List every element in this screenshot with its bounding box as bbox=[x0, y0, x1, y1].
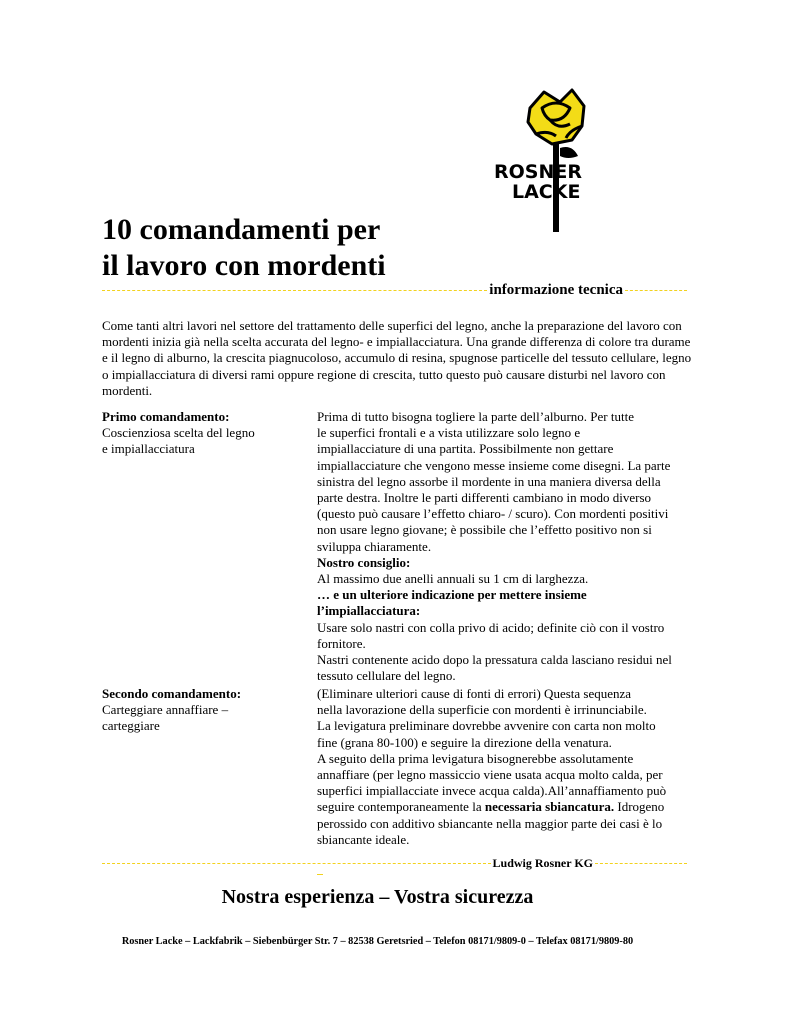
commandment-subtitle: carteggiare bbox=[102, 718, 160, 734]
body-line: impiallacciature che vengono messe insieme come disegni. La parte bbox=[317, 457, 671, 473]
body-line: sbiancante ideale. bbox=[317, 831, 410, 847]
body-line: impiallacciature di una partita. Possibilmente non gettare bbox=[317, 441, 614, 457]
body-line: (questo può causare l’effetto chiaro- / scuro). Con mordenti positivi bbox=[317, 506, 669, 522]
document-title bbox=[102, 212, 386, 284]
yellow-rose-logo-icon bbox=[494, 86, 660, 236]
commandment-2-body bbox=[317, 686, 697, 848]
dashed-divider bbox=[317, 874, 323, 875]
body-line: Nastri contenente acido dopo la pressatura calda lasciano residui nel bbox=[317, 652, 672, 668]
author-name: Ludwig Rosner KG bbox=[492, 855, 593, 870]
commandment-subtitle: e impiallacciatura bbox=[102, 441, 195, 457]
dashed-divider bbox=[102, 863, 491, 864]
body-line: sinistra del legno assorbe il mordente in una maniera diversa della bbox=[317, 473, 661, 489]
author-rule bbox=[102, 854, 687, 872]
body-line: sviluppa chiaramente. bbox=[317, 538, 432, 554]
intro-paragraph: Come tanti altri lavori nel settore del trattamento delle superfici del legno, anche la preparazione del lavoro con mordenti inizia già nella scelta accurata del legno- e impiallacciatura. Una grande differenza di colore tra durame e il legno di alburno, la crescita piagnucoloso, accumulo di resina, spugnose particelle del tessuto cellulare, legno o impiallacciatura di diversi rami oppure regione di crescita, tutto questo può causare disturbi nel lavoro con mordenti. bbox=[102, 318, 692, 398]
slogan: Nostra esperienza – Vostra sicurezza bbox=[221, 886, 534, 908]
body-line: parte destra. Inoltre le parti differenti cambiano in modo diverso bbox=[317, 490, 652, 506]
body-line: tessuto cellulare del legno. bbox=[317, 668, 456, 684]
body-line: nella lavorazione della superficie con mordenti è irrinunciabile. bbox=[317, 702, 647, 718]
extra-heading: l’impiallacciatura: bbox=[317, 603, 421, 619]
commandment-subtitle: Carteggiare annaffiare – bbox=[102, 702, 229, 718]
dashed-divider bbox=[625, 290, 687, 291]
body-line: le superfici frontali e a vista utilizzare solo legno e bbox=[317, 425, 581, 441]
commandment-subtitle: Coscienziosa scelta del legno bbox=[102, 425, 255, 441]
subtitle: informazione tecnica bbox=[489, 281, 623, 298]
mixed-pre: seguire contemporaneamente la bbox=[317, 799, 485, 815]
title-line2: il lavoro con mordenti bbox=[102, 249, 386, 282]
logo-line2: LACKE bbox=[512, 181, 581, 203]
commandment-heading: Primo comandamento: bbox=[102, 409, 230, 424]
body-line: fornitore. bbox=[317, 635, 366, 651]
logo-line1: ROSNER bbox=[494, 161, 582, 183]
subtitle-rule bbox=[102, 280, 687, 300]
mixed-bold: necessaria sbiancatura. bbox=[484, 799, 615, 815]
body-line: fine (grana 80-100) e seguire la direzione della venatura. bbox=[317, 734, 612, 750]
body-line: (Eliminare ulteriori cause di fonti di errori) Questa sequenza bbox=[317, 686, 632, 701]
commandment-1-body bbox=[317, 409, 697, 684]
body-line-mixed bbox=[317, 799, 697, 815]
body-line: annaffiare (per legno massiccio viene usata acqua molto calda, per bbox=[317, 767, 663, 783]
body-line: non usare legno giovane; è possibile che l’effetto positivo non si bbox=[317, 522, 652, 538]
advice-text: Al massimo due anelli annuali su 1 cm di larghezza. bbox=[317, 571, 589, 587]
mixed-post: Idrogeno bbox=[614, 799, 665, 815]
body-line: A seguito della prima levigatura bisognerebbe assolutamente bbox=[317, 750, 634, 766]
body-line: Prima di tutto bisogna togliere la parte dell’alburno. Per tutte bbox=[317, 409, 634, 424]
extra-heading: … e un ulteriore indicazione per mettere insieme bbox=[317, 587, 587, 603]
commandment-heading: Secondo comandamento: bbox=[102, 686, 242, 701]
commandment-2-heading-block bbox=[102, 686, 302, 735]
company-logo bbox=[494, 86, 660, 236]
commandment-1-heading-block bbox=[102, 409, 302, 458]
dashed-divider bbox=[102, 290, 487, 291]
body-line: La levigatura preliminare dovrebbe avvenire con carta non molto bbox=[317, 718, 656, 734]
body-line: perossido con additivo sbiancante nella maggior parte dei casi è lo bbox=[317, 815, 663, 831]
advice-heading: Nostro consiglio: bbox=[317, 554, 411, 570]
dashed-divider bbox=[595, 863, 687, 864]
body-line: Usare solo nastri con colla privo di acido; definite ciò con il vostro bbox=[317, 619, 665, 635]
body-line: superfici impiallacciate invece acqua calda).All’annaffiamento può bbox=[317, 783, 667, 799]
footer-address: Rosner Lacke – Lackfabrik – Siebenbürger Str. 7 – 82538 Geretsried – Telefon 08171/9809-0 – Telefax 08171/9809-80 bbox=[121, 936, 634, 947]
title-line1: 10 comandamenti per bbox=[102, 213, 381, 246]
